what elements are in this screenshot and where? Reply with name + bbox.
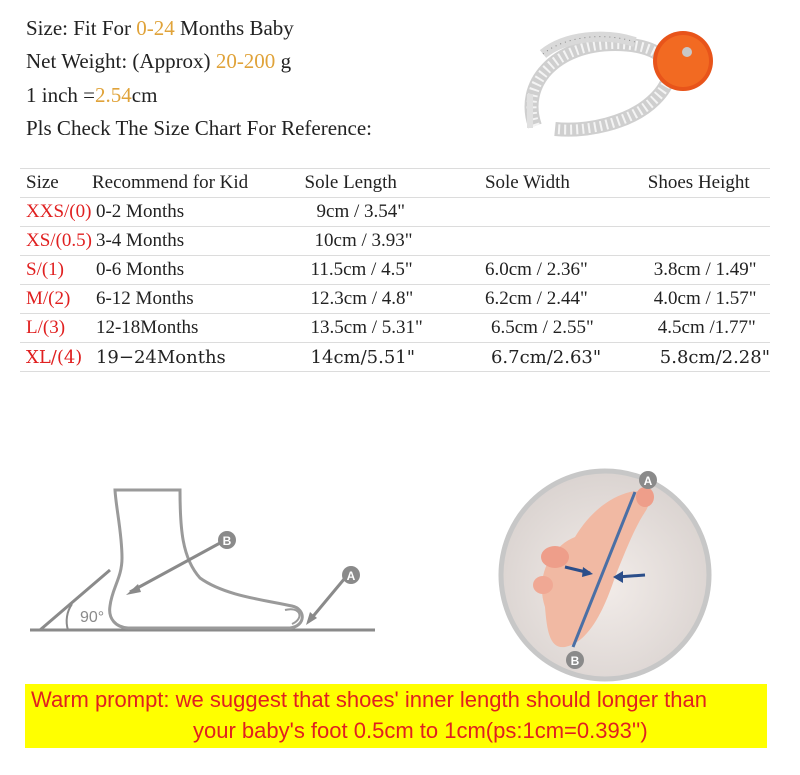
size-chart-table: [20, 168, 770, 372]
cell-size: XL/(4): [20, 343, 92, 372]
table-row: [20, 198, 770, 227]
cell-recommend: 19−24Months: [92, 343, 305, 372]
measuring-tape-icon: [515, 14, 715, 144]
cell-sole-width: 6.7cm/2.63": [485, 343, 648, 372]
header-sole-length: Sole Length: [305, 169, 485, 198]
size-value: 0-24: [136, 16, 175, 40]
cell-shoes-height: [648, 198, 770, 227]
cell-shoes-height: 4.5cm /1.77": [648, 314, 770, 343]
cell-shoes-height: 5.8cm/2.28": [648, 343, 770, 372]
cell-sole-length: 13.5cm / 5.31": [305, 314, 485, 343]
size-suffix: Months Baby: [174, 16, 294, 40]
banner-line-2: your baby's foot 0.5cm to 1cm(ps:1cm=0.393''): [193, 718, 648, 743]
cell-sole-width: 6.0cm / 2.36": [485, 256, 648, 285]
table-row: [20, 285, 770, 314]
cell-sole-length: 9cm / 3.54": [305, 198, 485, 227]
cell-shoes-height: [648, 227, 770, 256]
cell-recommend: 0-2 Months: [92, 198, 305, 227]
cell-sole-width: 6.5cm / 2.55": [485, 314, 648, 343]
cell-recommend: 12-18Months: [92, 314, 305, 343]
cell-size: XXS/(0): [20, 198, 92, 227]
table-row: [20, 227, 770, 256]
cell-recommend: 3-4 Months: [92, 227, 305, 256]
inch-suffix: cm: [131, 83, 158, 107]
header-shoes-height: Shoes Height: [648, 169, 770, 198]
inch-value: 2.54: [95, 83, 132, 107]
cell-sole-width: [485, 227, 648, 256]
weight-suffix: g: [275, 49, 292, 73]
weight-info: [26, 49, 291, 73]
cell-shoes-height: 3.8cm / 1.49": [648, 256, 770, 285]
header-sole-width: Sole Width: [485, 169, 648, 198]
photo-label-b: B: [570, 654, 580, 668]
cell-size: L/(3): [20, 314, 92, 343]
cell-recommend: 0-6 Months: [92, 256, 305, 285]
header-size: Size: [20, 169, 92, 198]
baby-foot-photo-icon: [495, 467, 715, 682]
inch-prefix: 1 inch =: [26, 83, 95, 107]
label-b: B: [222, 534, 232, 548]
inch-info: [26, 83, 157, 107]
size-prefix: Size: Fit For: [26, 16, 137, 40]
cell-shoes-height: 4.0cm / 1.57": [648, 285, 770, 314]
cell-sole-length: 14cm/5.51": [305, 343, 485, 372]
warm-prompt-banner: [25, 684, 767, 748]
cell-sole-length: 11.5cm / 4.5": [305, 256, 485, 285]
size-info: [26, 16, 294, 40]
angle-label: 90°: [80, 609, 105, 626]
cell-size: S/(1): [20, 256, 92, 285]
weight-value: 20-200: [215, 49, 276, 73]
cell-sole-width: 6.2cm / 2.44": [485, 285, 648, 314]
table-row: [20, 256, 770, 285]
table-row: [20, 314, 770, 343]
weight-prefix: Net Weight: (Approx): [26, 49, 216, 73]
label-a: A: [346, 569, 356, 583]
header-recommend: Recommend for Kid: [92, 169, 305, 198]
table-row: [20, 343, 770, 372]
cell-sole-width: [485, 198, 648, 227]
cell-sole-length: 10cm / 3.93": [305, 227, 485, 256]
banner-line-1: Warm prompt: we suggest that shoes' inner length should longer than: [31, 687, 707, 712]
table-header-row: [20, 169, 770, 198]
cell-size: XS/(0.5): [20, 227, 92, 256]
cell-recommend: 6-12 Months: [92, 285, 305, 314]
photo-label-a: A: [643, 474, 653, 488]
cell-size: M/(2): [20, 285, 92, 314]
cell-sole-length: 12.3cm / 4.8": [305, 285, 485, 314]
foot-diagram-icon: [30, 488, 375, 638]
check-text: Pls Check The Size Chart For Reference:: [26, 116, 373, 140]
